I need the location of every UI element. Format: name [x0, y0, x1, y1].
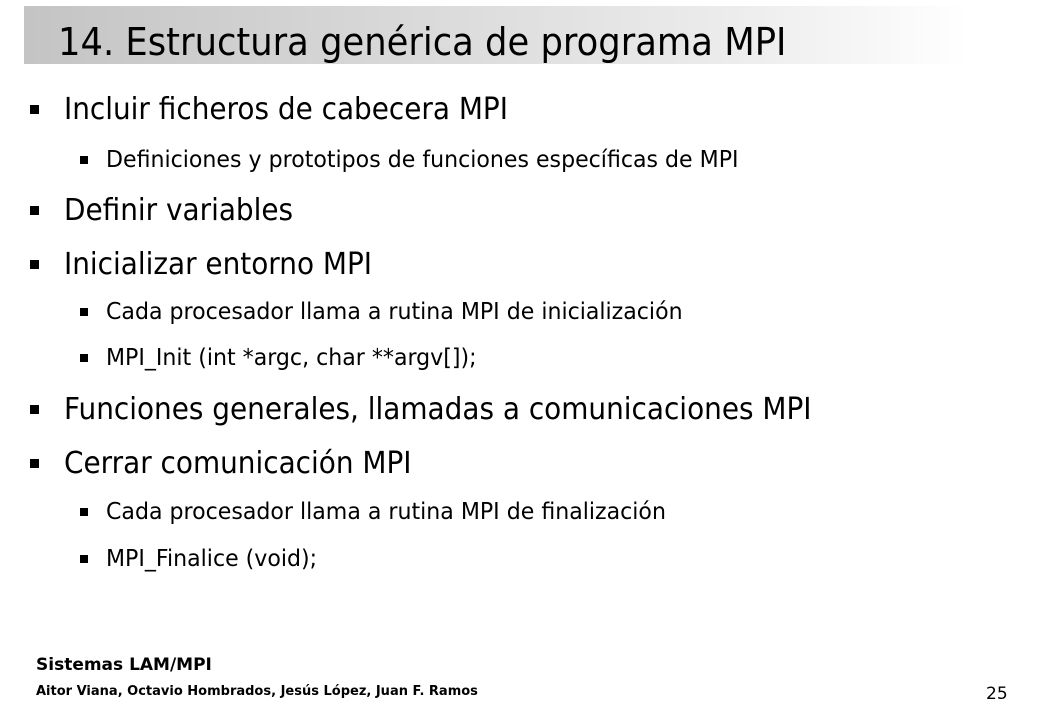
bullet-text: Cerrar comunicación MPI	[64, 446, 412, 481]
square-bullet-icon	[80, 308, 88, 316]
square-bullet-icon	[80, 555, 88, 563]
footer-course-title: Sistemas LAM/MPI	[36, 655, 212, 675]
square-bullet-icon	[80, 354, 88, 362]
sub-bullet-text: MPI_Finalice (void);	[106, 546, 318, 572]
square-bullet-icon	[80, 156, 88, 164]
sub-bullet-text: Cada procesador llama a rutina MPI de finalización	[106, 499, 666, 525]
square-bullet-icon	[30, 260, 39, 269]
square-bullet-icon	[30, 459, 39, 468]
bullet-text: Inicializar entorno MPI	[64, 247, 373, 282]
page-number: 25	[986, 684, 1008, 704]
bullet-text: Definir variables	[64, 193, 294, 228]
sub-bullet-text: Definiciones y prototipos de funciones específicas de MPI	[106, 147, 739, 173]
slide-title: 14. Estructura genérica de programa MPI	[58, 20, 787, 64]
square-bullet-icon	[30, 105, 39, 114]
square-bullet-icon	[80, 508, 88, 516]
bullet-text: Funciones generales, llamadas a comunicaciones MPI	[64, 392, 812, 427]
sub-bullet-text: Cada procesador llama a rutina MPI de inicialización	[106, 299, 683, 325]
bullet-text: Incluir ficheros de cabecera MPI	[64, 92, 509, 127]
square-bullet-icon	[30, 206, 39, 215]
sub-bullet-text: MPI_Init (int *argc, char **argv[]);	[106, 345, 477, 371]
footer-authors: Aitor Viana, Octavio Hombrados, Jesús López, Juan F. Ramos	[36, 684, 478, 699]
square-bullet-icon	[30, 405, 39, 414]
